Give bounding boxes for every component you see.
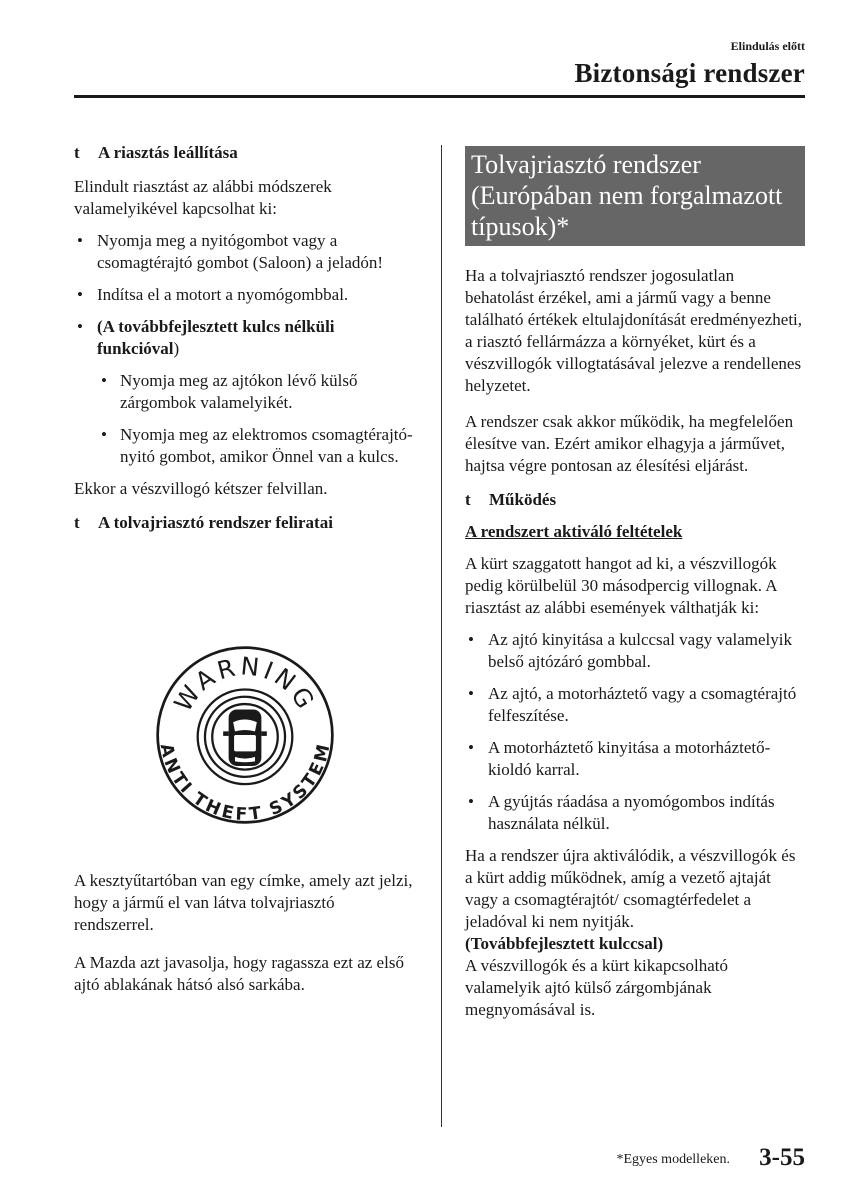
paragraph: A kürt szaggatott hangot ad ki, a vészvillogók pedig körülbelül 30 másodpercig villognak. A riasztást az alábbi események válthatják ki:: [465, 554, 777, 617]
column-divider: [441, 145, 442, 1127]
heading-marker: t: [74, 143, 80, 162]
sub-list: [74, 370, 416, 468]
sub-list-item: • Nyomja meg az ajtókon lévő külső zárgombok valamelyikét.: [74, 370, 416, 414]
list-item: • A gyújtás ráadása a nyomógombos indítás használata nélkül.: [465, 791, 805, 835]
paragraph: Ha a rendszer újra aktiválódik, a vészvillogók és a kürt addig működnek, amíg a vezető ajtaját vagy a csomagtérajtót/ csomagtérfedelet a jeladóval ki nem nyitják.: [465, 846, 796, 931]
paragraph: Ha a tolvajriasztó rendszer jogosulatlan behatolást érzékel, ami a jármű vagy a benne található értékek eltulajdonítását eredményezheti, a riasztó fellármázza a környéket, kürt és a vészvillogók villogtatásával jelezve a rendellenes helyzetet.: [465, 266, 803, 395]
paragraph: Ekkor a vészvillogó kétszer felvillan.: [74, 479, 328, 498]
right-column: [465, 146, 805, 1021]
page-title: Biztonsági rendszer: [574, 58, 805, 88]
paragraph: A vészvillogók és a kürt kikapcsolható valamelyik ajtó külső zárgombjának megnyomásával is.: [465, 956, 728, 1019]
paragraph: A rendszer csak akkor működik, ha megfelelően élesítve van. Ezért amikor elhagyja a járművet, hajtsa végre pontosan az élesítési eljárást.: [465, 412, 794, 475]
heading-marker: t: [74, 513, 80, 532]
emblem-bottom-text: ANTI THEFT SYSTEM: [155, 741, 335, 825]
list-item: • Az ajtó kinyitása a kulccsal vagy valamelyik belső ajtózáró gombbal.: [465, 629, 805, 673]
car-top-view-icon: [223, 710, 267, 766]
heading-text: A riasztás leállítása: [98, 143, 238, 162]
emblem-top-text: WARNING: [168, 651, 322, 717]
footnote: *Egyes modelleken.: [616, 1152, 730, 1167]
paragraph: A Mazda azt javasolja, hogy ragassza ezt az első ajtó ablakának hátsó alsó sarkába.: [74, 953, 404, 994]
list-item: • Indítsa el a motort a nyomógombbal.: [74, 284, 416, 306]
paragraph: Elindult riasztást az alábbi módszerek valamelyikével kapcsolhat ki:: [74, 177, 332, 218]
section-label: Elindulás előtt: [730, 39, 805, 53]
list-item: • Nyomja meg a nyitógombot vagy a csomagtérajtó gombot (Saloon) a jeladón!: [74, 230, 416, 274]
sub-list-item: • Nyomja meg az elektromos csomagtérajtó-nyitó gombot, amikor Önnel van a kulcs.: [74, 424, 416, 468]
section-heading-box: Tolvajriasztó rendszer (Európában nem forgalmazott típusok)*: [465, 146, 805, 246]
heading-text: Működés: [489, 490, 557, 509]
heading-alarm-stop: [74, 142, 416, 164]
heading-text: A tolvajriasztó rendszer feliratai: [98, 513, 333, 532]
heading-labels: [74, 512, 416, 534]
list-item-bold: (A továbbfejlesztett kulcs nélküli funkcióval: [97, 317, 335, 358]
list-item-close: ): [173, 339, 180, 358]
list-item: • Az ajtó, a motorháztető vagy a csomagtérajtó felfeszítése.: [465, 683, 805, 727]
list-item: • A motorháztető kinyitása a motorháztető-kioldó karral.: [465, 737, 805, 781]
emblem-caption-block: [74, 870, 416, 996]
list-item: [74, 316, 416, 468]
title-rule: [74, 95, 805, 98]
anti-theft-emblem: [154, 644, 336, 826]
paragraph-bold: (Továbbfejlesztett kulccsal): [465, 934, 664, 953]
subheading: A rendszert aktiváló feltételek: [465, 522, 683, 541]
left-column: [74, 138, 416, 534]
page-number: 3-55: [759, 1144, 805, 1171]
bullet-list: [74, 230, 416, 468]
heading-operation: [465, 489, 805, 511]
bullet-list: [465, 629, 805, 835]
paragraph: A kesztyűtartóban van egy címke, amely azt jelzi, hogy a jármű el van látva tolvajriasztó rendszerrel.: [74, 871, 413, 934]
heading-marker: t: [465, 490, 471, 509]
